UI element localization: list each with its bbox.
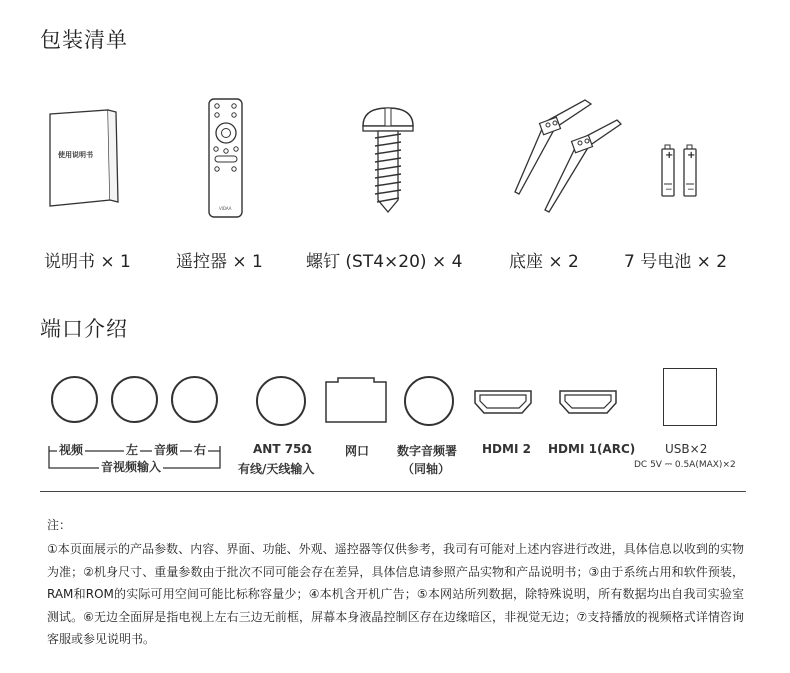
stand-legs-icon	[505, 98, 625, 222]
ant-port	[256, 376, 306, 426]
av-video-label: 视频	[59, 443, 84, 457]
av-left-port	[111, 376, 158, 423]
lan-port	[325, 377, 387, 427]
battery-label: 7 号电池 × 2	[624, 252, 728, 272]
digital-audio-port	[404, 376, 454, 426]
hdmi1-port	[558, 389, 618, 419]
av-video-port	[51, 376, 98, 423]
ports-title: 端口介绍	[40, 317, 128, 341]
screw-label: 螺钉 (ST4×20) × 4	[306, 252, 463, 272]
section-divider	[40, 491, 746, 492]
digital-audio-sub-label: （同轴）	[402, 462, 451, 476]
screw-icon	[360, 104, 416, 220]
remote-label: 遥控器 × 1	[176, 252, 263, 272]
ant-sub-label: 有线/天线输入	[238, 462, 315, 476]
manual-cover-text: 使用说明书	[58, 151, 93, 159]
manual-booklet-icon	[46, 108, 126, 214]
notes-title: 注：	[47, 518, 72, 532]
av-right-label: 右	[194, 443, 207, 457]
notes-body: ①本页面展示的产品参数、内容、界面、功能、外观、遥控器等仅供参考，我司有可能对上述内容进行改进，具体信息以收到的实物为准；②机身尺寸、重量参数由于批次不同可能会存在差异，具体信息请参照产品实物和产品说明书；③由于系统占用和软件预装，RAM和ROM的实际可用空间可能比标称容量少；④本机含开机广告；⑤本网站所列数据，除特殊说明，所有数据均出自我司实验室测试。⑥无边全面屏是指电视上左右三边无前框，屏幕本身液晶控制区存在边缘暗区，非视觉无边；⑦支持播放的视频格式详情咨询客服或参见说明书。	[47, 542, 744, 646]
hdmi2-port	[473, 389, 533, 419]
manual-label: 说明书 × 1	[44, 252, 131, 272]
hdmi1-label: HDMI 1(ARC)	[548, 442, 636, 456]
av-left-label: 左	[126, 443, 139, 457]
batteries-icon	[660, 144, 702, 202]
remote-brand-text: VIDAA	[219, 206, 232, 211]
usb-label: USB×2	[665, 442, 708, 456]
battery-plus-1: +	[665, 150, 674, 161]
av-right-port	[171, 376, 218, 423]
ant-label: ANT 75Ω	[253, 442, 312, 456]
hdmi2-label: HDMI 2	[482, 442, 531, 456]
digital-audio-label: 数字音频署	[397, 444, 458, 458]
package-list-title: 包装清单	[40, 28, 128, 52]
remote-control-icon	[207, 98, 245, 222]
usb-port	[663, 368, 717, 426]
av-group-label: 音视频输入	[101, 460, 162, 474]
battery-minus-2: −	[687, 185, 695, 195]
battery-plus-2: +	[687, 150, 696, 161]
battery-minus-1: −	[665, 185, 673, 195]
av-audio-label: 音频	[154, 443, 179, 457]
stand-label: 底座 × 2	[509, 252, 579, 272]
lan-label: 网口	[345, 444, 370, 458]
usb-sub-label: DC 5V ⎓ 0.5A(MAX)×2	[634, 460, 736, 470]
